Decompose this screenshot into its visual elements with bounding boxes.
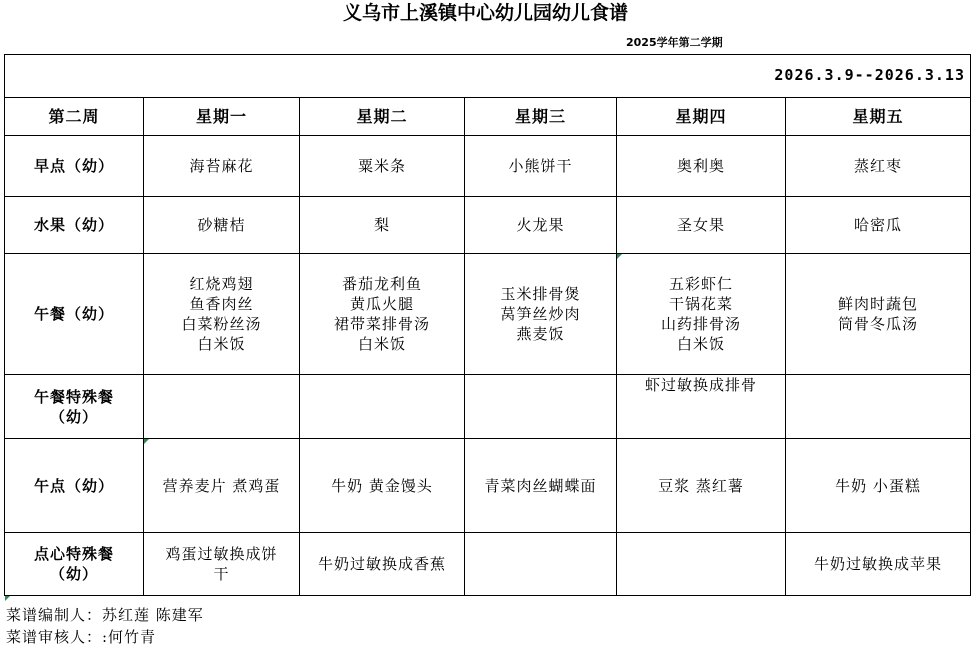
cell-marker-icon [144,439,149,444]
menu-cell-line: 白米饭 [676,335,725,353]
menu-cell-line: 粟米条 [357,157,406,175]
menu-cell-line: 海苔麻花 [189,157,254,175]
menu-cell-line: 筒骨冬瓜汤 [837,315,918,333]
menu-cell-line: 牛奶过敏换成香蕉 [317,555,446,573]
menu-cell-line: 哈密瓜 [853,216,902,234]
compiler-line: 菜谱编制人：苏红莲 陈建军 [6,606,204,624]
menu-cell-line: 蒸红枣 [853,157,902,175]
row-label-line: （幼） [49,407,98,426]
row-label-line: 午餐特殊餐 [33,387,114,406]
menu-cell-line: 白米饭 [357,335,406,353]
menu-cell [617,254,785,374]
menu-cell [300,533,464,595]
menu-cell [617,197,785,253]
menu-cell-line: 红烧鸡翅 [189,275,254,293]
menu-cell [300,439,464,532]
menu-cell [786,254,970,374]
menu-cell-line: 燕麦饭 [516,325,565,343]
menu-cell-line: 梨 [373,216,390,234]
menu-cell [465,439,616,532]
menu-cell [144,136,299,196]
cell-marker-icon [5,596,10,601]
menu-cell [786,375,970,438]
menu-cell [786,439,970,532]
menu-cell [786,197,970,253]
day-header: 星期四 [675,106,727,126]
row-label-line: 午点（幼） [33,476,114,495]
day-header: 星期一 [195,106,247,126]
menu-cell-line: 虾过敏换成排骨 [644,376,757,394]
menu-cell-line: 莴笋丝炒肉 [500,305,581,323]
menu-cell-line: 牛奶 小蛋糕 [835,476,921,495]
menu-cell [300,197,464,253]
menu-cell [465,136,616,196]
menu-cell [144,375,299,438]
menu-cell [617,439,785,532]
menu-cell [465,533,616,595]
menu-cell [465,254,616,374]
menu-cell [617,136,785,196]
row-label [5,375,143,438]
menu-cell [144,254,299,374]
menu-cell-line: 鸡蛋过敏换成饼 [165,545,278,563]
menu-cell-line: 山药排骨汤 [660,315,741,333]
menu-cell-line: 牛奶过敏换成苹果 [813,555,942,573]
row-label-line: 午餐（幼） [33,305,114,323]
row-label-line: 点心特殊餐 [33,545,114,563]
menu-cell-line: 鱼香肉丝 [189,295,254,313]
row-label [5,197,143,253]
week-label: 第二周 [48,106,100,126]
menu-cell [300,136,464,196]
menu-cell-line: 五彩虾仁 [668,275,733,293]
menu-cell [465,375,616,438]
reviewer-line: 菜谱审核人：:何竹青 [6,628,157,646]
row-label-line: 早点（幼） [33,157,114,175]
menu-cell [144,439,299,532]
row-label-line: （幼） [49,565,98,583]
menu-cell-line: 火龙果 [516,216,565,234]
menu-cell-line: 黄瓜火腿 [349,295,414,313]
menu-cell-line: 圣女果 [676,216,725,234]
menu-cell-line: 牛奶 黄金馒头 [331,476,433,495]
day-header: 星期二 [356,106,408,126]
term-label: 2025学年第二学期 [626,36,723,49]
menu-cell [617,533,785,595]
menu-cell-line: 玉米排骨煲 [500,285,581,303]
menu-cell-line: 青菜肉丝蝴蝶面 [484,476,597,495]
menu-cell-line: 裙带菜排骨汤 [333,315,430,333]
menu-cell [786,136,970,196]
table-top-border [4,54,971,55]
menu-cell-line: 白米饭 [197,335,246,353]
row-label-line: 水果（幼） [33,216,114,234]
menu-cell [617,375,785,438]
day-header: 星期五 [852,106,904,126]
row-divider [4,595,971,596]
menu-cell-line: 鲜肉时蔬包 [837,295,918,313]
menu-cell-line: 干锅花菜 [668,295,733,313]
menu-cell [300,254,464,374]
row-label [5,136,143,196]
day-header: 星期三 [514,106,566,126]
menu-cell-line: 豆浆 蒸红薯 [658,476,744,495]
menu-cell-line: 奥利奥 [676,157,725,175]
menu-cell [144,197,299,253]
menu-cell [144,533,299,595]
page-title: 义乌市上溪镇中心幼儿园幼儿食谱 [342,2,628,24]
menu-cell-line: 番茄龙利鱼 [341,275,422,293]
menu-cell-line: 白菜粉丝汤 [181,315,262,333]
menu-cell [786,533,970,595]
row-label [5,533,143,595]
menu-cell [465,197,616,253]
menu-cell-line: 干 [213,565,230,583]
row-label [5,254,143,374]
menu-cell-line: 营养麦片 煮鸡蛋 [162,476,281,495]
menu-cell [300,375,464,438]
date-range: 2026.3.9--2026.3.13 [774,66,965,84]
cell-marker-icon [617,254,622,259]
menu-cell-line: 小熊饼干 [508,157,573,175]
row-label [5,439,143,532]
menu-cell-line: 砂糖桔 [197,216,246,234]
